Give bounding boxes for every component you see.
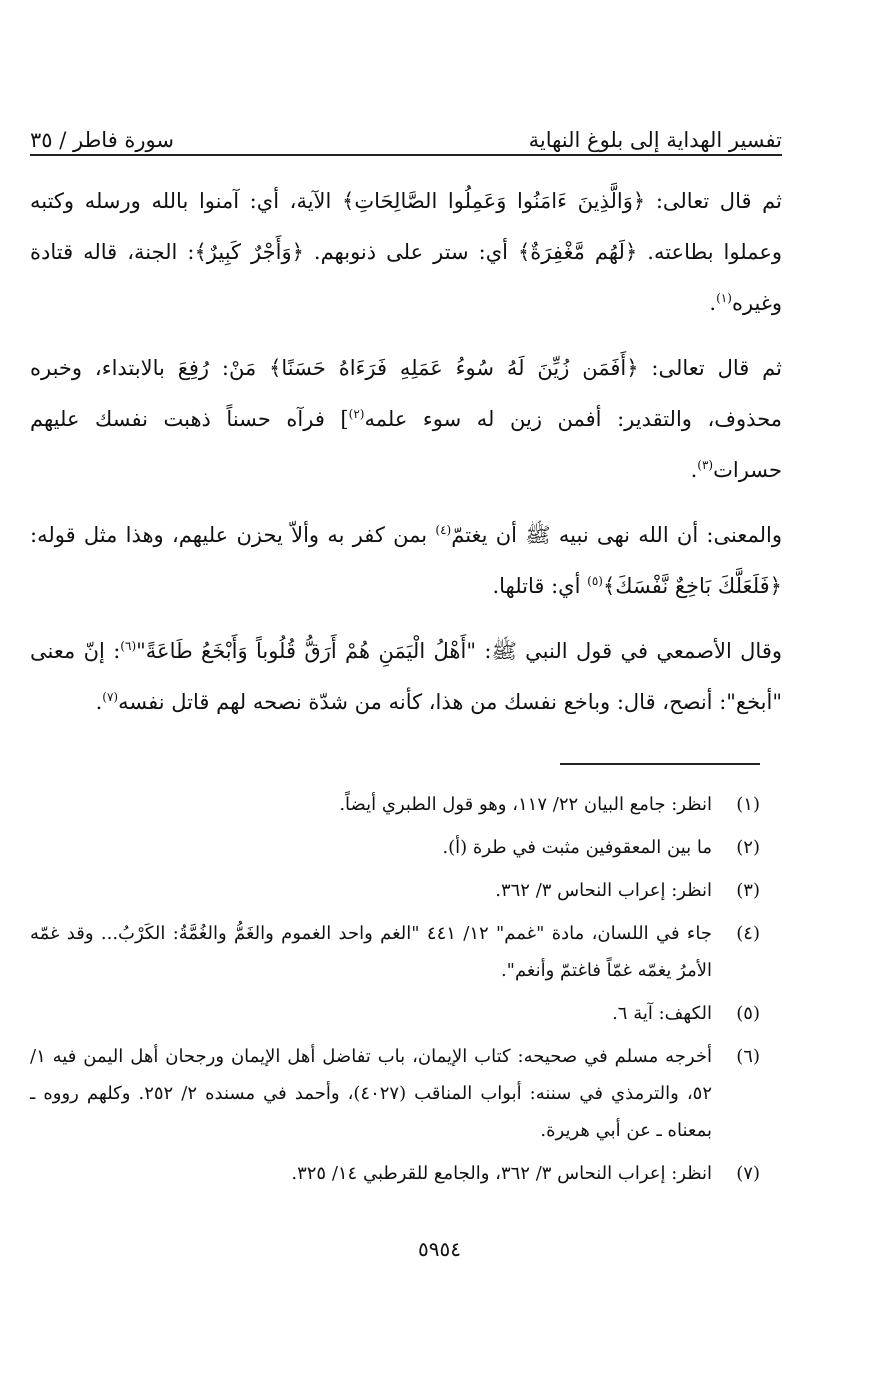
footnote-item: [30, 786, 782, 823]
text-run: ثم قال تعالى:: [638, 356, 782, 380]
footnote-divider: [560, 763, 760, 765]
text-run: ] فرآه حسناً ذهبت نفسك عليهم حسرات: [30, 407, 782, 482]
footnote-item: [30, 872, 782, 909]
running-header: [30, 108, 782, 152]
quran-verse: ﴿وَالَّذِينَ ءَامَنُوا وَعَمِلُوا الصَّالِحَاتِ﴾: [342, 189, 646, 213]
footnote-item: [30, 829, 782, 866]
book-title: تفسير الهداية إلى بلوغ النهاية: [528, 128, 782, 152]
footnote-number: (٥): [736, 1003, 760, 1024]
footnote-text: جاء في اللسان، مادة "غمم" ١٢/ ٤٤١ "الغم واحد الغموم والغَمُّ والغُمَّةُ: الكَرْبُ... وقد غمّه الأمرُ يغمّه غمّاً فاغتمّ وأنغم".: [30, 923, 712, 981]
footnote-item: [30, 1038, 782, 1149]
footnote-number: (١): [736, 794, 760, 815]
text-run: الآية، أي: آمنوا بالله ورسله وكتبه وعملوا بطاعته.: [30, 189, 782, 264]
footnote-ref[interactable]: (٥): [587, 574, 603, 588]
text-run: .: [690, 458, 698, 482]
text-run: وقال الأصمعي في قول النبي ﷺ: "أَهْلُ الْيَمَنِ هُمْ أَرَقُّ قُلُوباً وَأَبْخَعُ طَاعَةً": [136, 639, 782, 663]
text-run: أي: قاتلها.: [492, 574, 588, 598]
quran-verse: ﴿لَهُم مَّغْفِرَةٌ﴾: [518, 240, 638, 264]
footnote-item: [30, 995, 782, 1032]
footnote-ref[interactable]: (٣): [697, 458, 714, 472]
footnote-number: (٧): [736, 1163, 760, 1184]
footnote-text: انظر: إعراب النحاس ٣/ ٣٦٢.: [495, 880, 712, 901]
footnote-ref[interactable]: (٧): [102, 690, 119, 704]
text-run: : الجنة، قاله قتادة وغيره: [30, 240, 782, 315]
footnote-text: أخرجه مسلم في صحيحه: كتاب الإيمان، باب تفاضل أهل الإيمان ورجحان أهل اليمن فيه ١/ ٥٢، والترمذي في سننه: أبواب المناقب (٤٠٢٧)، وأحمد في مسنده ٢/ ٢٥٢. وكلهم رووه ـ بمعناه ـ عن أبي هريرة.: [30, 1046, 712, 1141]
footnote-ref[interactable]: (٢): [348, 407, 365, 421]
footnote-text: الكهف: آية ٦.: [612, 1003, 712, 1024]
text-run: .: [95, 690, 103, 714]
text-run: أي: ستر على ذنوبهم.: [303, 240, 518, 264]
footnotes: [30, 786, 782, 1198]
main-text: [30, 176, 782, 742]
footnote-number: (٢): [736, 837, 760, 858]
paragraph-4: [30, 626, 782, 728]
text-run: ثم قال تعالى:: [645, 189, 782, 213]
footnote-text: انظر: إعراب النحاس ٣/ ٣٦٢، والجامع للقرطبي ١٤/ ٣٢٥.: [291, 1163, 712, 1184]
paragraph-2: [30, 343, 782, 496]
footnote-number: (٦): [736, 1046, 760, 1067]
header-divider: [30, 154, 782, 156]
quran-verse: ﴿أَفَمَن زُيِّنَ لَهُ سُوءُ عَمَلِهِ فَرَءَاهُ حَسَنًا﴾: [269, 356, 639, 380]
footnote-number: (٣): [736, 880, 760, 901]
footnote-ref[interactable]: (٤): [435, 523, 452, 537]
quran-verse: ﴿فَلَعَلَّكَ بَاخِعٌ نَّفْسَكَ﴾: [602, 574, 782, 598]
text-run: .: [709, 291, 717, 315]
footnote-ref[interactable]: (١): [716, 291, 732, 305]
footnote-number: (٤): [736, 923, 760, 944]
footnote-text: ما بين المعقوفين مثبت في طرة (أ).: [442, 837, 712, 858]
footnote-ref[interactable]: (٦): [120, 639, 137, 653]
text-run: والمعنى: أن الله نهى نبيه ﷺ أن يغتمّ: [451, 523, 782, 547]
footnote-item: [30, 1155, 782, 1192]
quran-verse: ﴿وَأَجْرٌ كَبِيرٌ﴾: [194, 240, 304, 264]
footnote-item: [30, 915, 782, 989]
surah-info: سورة فاطر / ٣٥: [30, 128, 174, 152]
footnote-text: انظر: جامع البيان ٢٢/ ١١٧، وهو قول الطبري أيضاً.: [339, 794, 712, 815]
paragraph-1: [30, 176, 782, 329]
page-number: ٥٩٥٤: [418, 1237, 461, 1261]
paragraph-3: [30, 510, 782, 612]
text-run: بمن كفر به وألاّ يحزن عليهم، وهذا مثل قوله:: [30, 523, 436, 547]
text-run: مَنْ: رُفِعَ بالابتداء، وخبره محذوف، والتقدير: أفمن زين له سوء علمه: [30, 356, 782, 431]
text-run: : إنّ معنى "أبخع": أنصح، قال: وباخع نفسك من هذا، كأنه من شدّة نصحه لهم قاتل نفسه: [30, 639, 782, 714]
